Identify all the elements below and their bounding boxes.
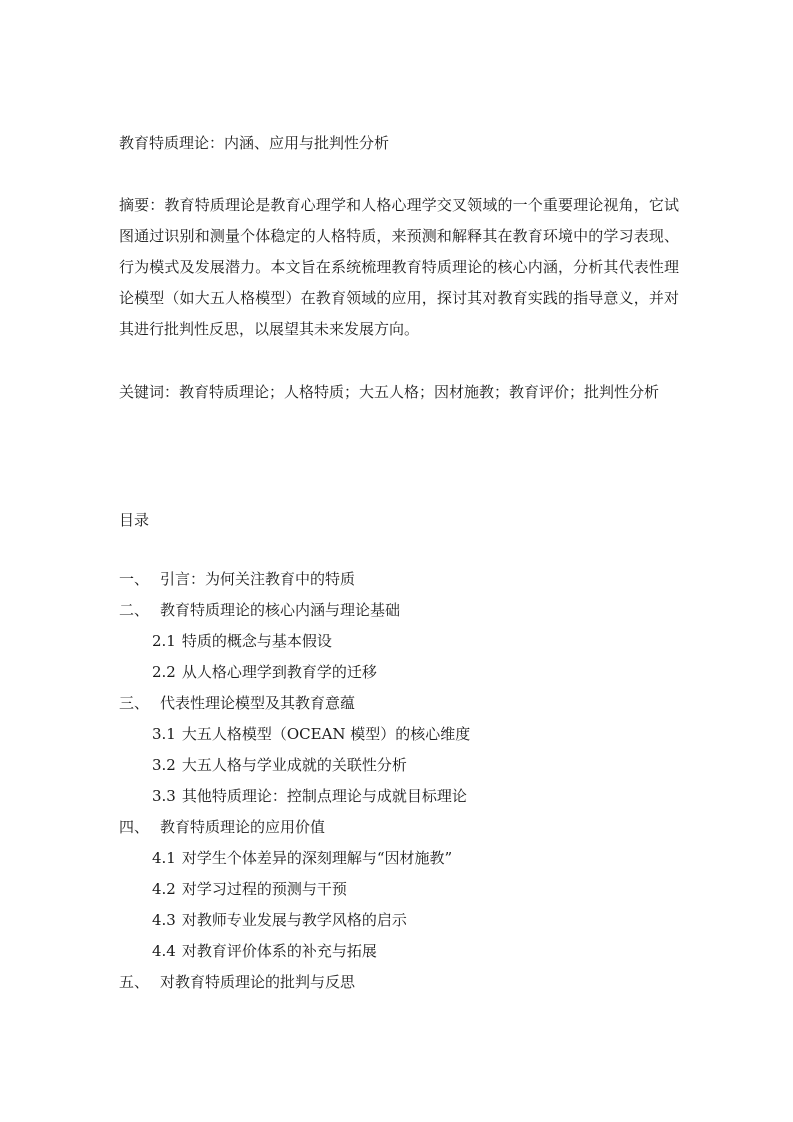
document-title: 教育特质理论：内涵、应用与批判性分析 bbox=[119, 134, 390, 152]
toc-subitem[interactable] bbox=[119, 719, 679, 750]
toc-item-number: 3.2 bbox=[152, 756, 176, 774]
toc-item[interactable] bbox=[119, 967, 679, 998]
toc-item-text: 教育特质理论的核心内涵与理论基础 bbox=[160, 601, 401, 619]
toc-subitem[interactable] bbox=[119, 905, 679, 936]
toc-item-number: 3.1 bbox=[152, 725, 176, 743]
toc-item-number: 三、 bbox=[119, 694, 150, 712]
toc-item-text: 对学生个体差异的深刻理解与“因材施教” bbox=[181, 849, 453, 867]
toc-subitem[interactable] bbox=[119, 626, 679, 657]
toc-subitem[interactable] bbox=[119, 843, 679, 874]
toc-item-text: 从人格心理学到教育学的迁移 bbox=[181, 663, 377, 681]
toc-subitem[interactable] bbox=[119, 781, 679, 812]
toc-item-number: 4.2 bbox=[152, 880, 176, 898]
toc-item-number: 3.3 bbox=[152, 787, 176, 805]
toc-item-text: 对教育特质理论的批判与反思 bbox=[160, 973, 356, 991]
toc-item-number: 4.1 bbox=[152, 849, 176, 867]
toc-item-text: 对教育评价体系的补充与拓展 bbox=[181, 942, 377, 960]
toc-item-number: 2.1 bbox=[152, 632, 176, 650]
toc-item[interactable] bbox=[119, 564, 679, 595]
toc-item-text: 代表性理论模型及其教育意蕴 bbox=[160, 694, 356, 712]
toc-item-text: 引言：为何关注教育中的特质 bbox=[160, 570, 356, 588]
table-of-contents bbox=[119, 564, 679, 998]
toc-subitem[interactable] bbox=[119, 936, 679, 967]
abstract-paragraph: 摘要：教育特质理论是教育心理学和人格心理学交叉领域的一个重要理论视角，它试图通过识别和测量个体稳定的人格特质，来预测和解释其在教育环境中的学习表现、行为模式及发展潜力。本文旨在系统梳理教育特质理论的核心内涵，分析其代表性理论模型（如大五人格模型）在教育领域的应用，探讨其对教育实践的指导意义，并对其进行批判性反思，以展望其未来发展方向。 bbox=[119, 196, 679, 338]
toc-subitem[interactable] bbox=[119, 657, 679, 688]
toc-item-text: 对学习过程的预测与干预 bbox=[181, 880, 347, 898]
toc-item-text: 其他特质理论：控制点理论与成就目标理论 bbox=[181, 787, 467, 805]
toc-item-number: 二、 bbox=[119, 601, 150, 619]
toc-item-number: 4.3 bbox=[152, 911, 176, 929]
toc-item[interactable] bbox=[119, 812, 679, 843]
toc-item-text: 大五人格与学业成就的关联性分析 bbox=[181, 756, 407, 774]
keywords-paragraph: 关键词：教育特质理论；人格特质；大五人格；因材施教；教育评价；批判性分析 bbox=[119, 383, 660, 401]
toc-item-number: 一、 bbox=[119, 570, 150, 588]
toc-heading: 目录 bbox=[119, 511, 150, 529]
toc-item-text: 对教师专业发展与教学风格的启示 bbox=[181, 911, 407, 929]
toc-subitem[interactable] bbox=[119, 750, 679, 781]
toc-item-text: 大五人格模型（OCEAN 模型）的核心维度 bbox=[181, 725, 471, 743]
toc-item-text: 特质的概念与基本假设 bbox=[181, 632, 332, 650]
toc-item-number: 五、 bbox=[119, 973, 150, 991]
toc-subitem[interactable] bbox=[119, 874, 679, 905]
toc-item-number: 2.2 bbox=[152, 663, 176, 681]
toc-item-text: 教育特质理论的应用价值 bbox=[160, 818, 326, 836]
toc-item-number: 四、 bbox=[119, 818, 150, 836]
toc-item[interactable] bbox=[119, 595, 679, 626]
toc-item-number: 4.4 bbox=[152, 942, 176, 960]
toc-item[interactable] bbox=[119, 688, 679, 719]
